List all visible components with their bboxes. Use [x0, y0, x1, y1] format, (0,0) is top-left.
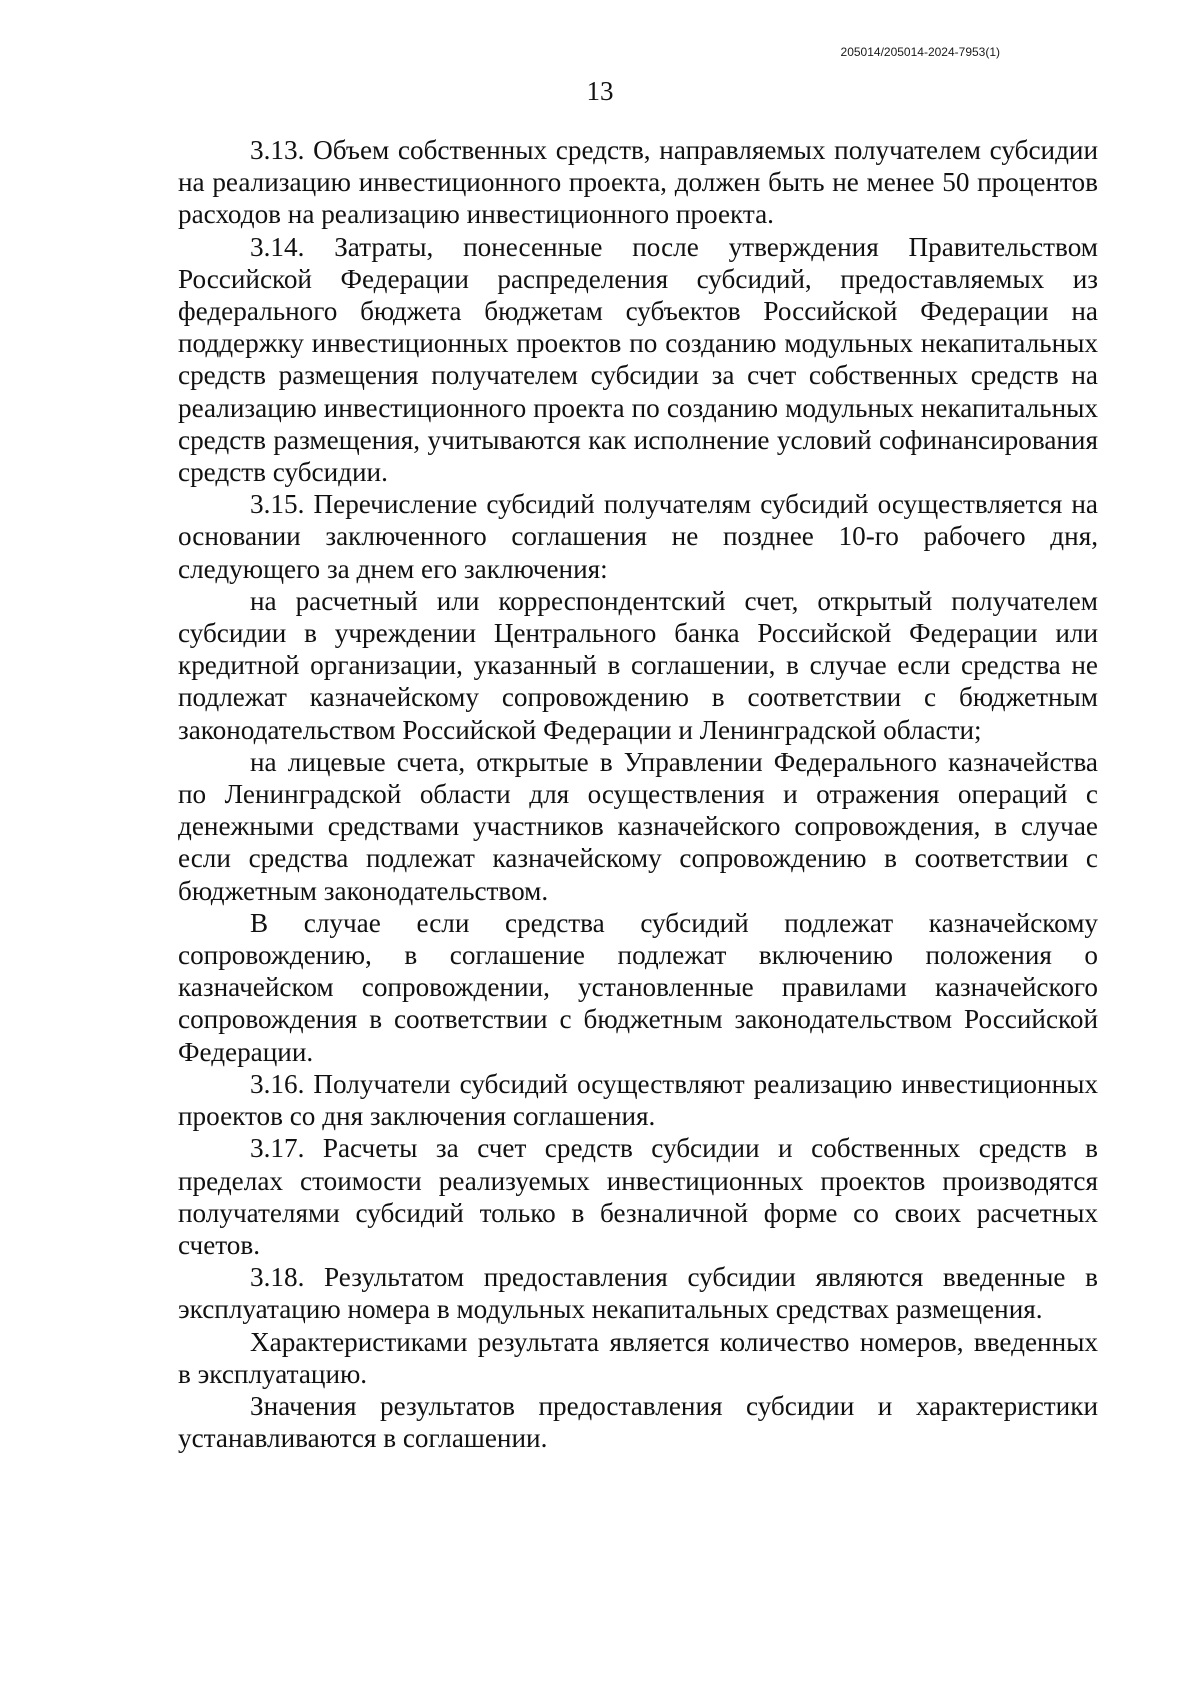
document-id: 205014/205014-2024-7953(1)	[840, 45, 1000, 59]
paragraph-personal-accounts: на лицевые счета, открытые в Управлении Федерального казначейства по Ленинградской области для осуществления и отражения операций с денежными средствами участников казначейского сопровождения, в случае если средства подлежат казначейскому сопровождению в соответствии с бюджетным законодательством.	[178, 746, 1098, 906]
paragraph-3-14: 3.14. Затраты, понесенные после утверждения Правительством Российской Федерации распределения субсидий, предоставляемых из федерального бюджета бюджетам субъектов Российской Федерации на поддержку инвестиционных проектов по созданию модульных некапитальных средств размещения получателем субсидии за счет собственных средств на реализацию инвестиционного проекта по созданию модульных некапитальных средств размещения, учитываются как исполнение условий софинансирования средств субсидии.	[178, 231, 1098, 488]
paragraph-result-values: Значения результатов предоставления субсидии и характеристики устанавливаются в соглашении.	[178, 1390, 1098, 1454]
paragraph-3-18: 3.18. Результатом предоставления субсидии являются введенные в эксплуатацию номера в модульных некапитальных средствах размещения.	[178, 1262, 1098, 1325]
paragraph-3-16: 3.16. Получатели субсидий осуществляют реализацию инвестиционных проектов со дня заключения соглашения.	[178, 1068, 1098, 1132]
paragraph-3-13: 3.13. Объем собственных средств, направляемых получателем субсидии на реализацию инвестиционного проекта, должен быть не менее 50 процентов расходов на реализацию инвестиционного проекта.	[178, 135, 1098, 230]
page-number: 13	[586, 76, 614, 106]
paragraph-3-17: 3.17. Расчеты за счет средств субсидии и собственных средств в пределах стоимости реализуемых инвестиционных проектов производятся получателями субсидий только в безналичной форме со своих расчетных счетов.	[178, 1133, 1098, 1260]
paragraph-settlement-account: на расчетный или корреспондентский счет, открытый получателем субсидии в учреждении Центрального банка Российской Федерации или кредитной организации, указанный в соглашении, в случае если средства не подлежат казначейскому сопровождению в соответствии с бюджетным законодательством Российской Федерации и Ленинградской области;	[178, 585, 1098, 745]
document-body	[178, 134, 1098, 1454]
paragraph-treasury-support: В случае если средства субсидий подлежат казначейскому сопровождению, в соглашение подлежат включению положения о казначейском сопровождении, установленные правилами казначейского сопровождения в соответствии с бюджетным законодательством Российской Федерации.	[178, 907, 1098, 1067]
paragraph-result-characteristics: Характеристиками результата является количество номеров, введенных в эксплуатацию.	[178, 1326, 1098, 1389]
paragraph-3-15: 3.15. Перечисление субсидий получателям субсидий осуществляется на основании заключенного соглашения не позднее 10-го рабочего дня, следующего за днем его заключения:	[178, 489, 1098, 584]
